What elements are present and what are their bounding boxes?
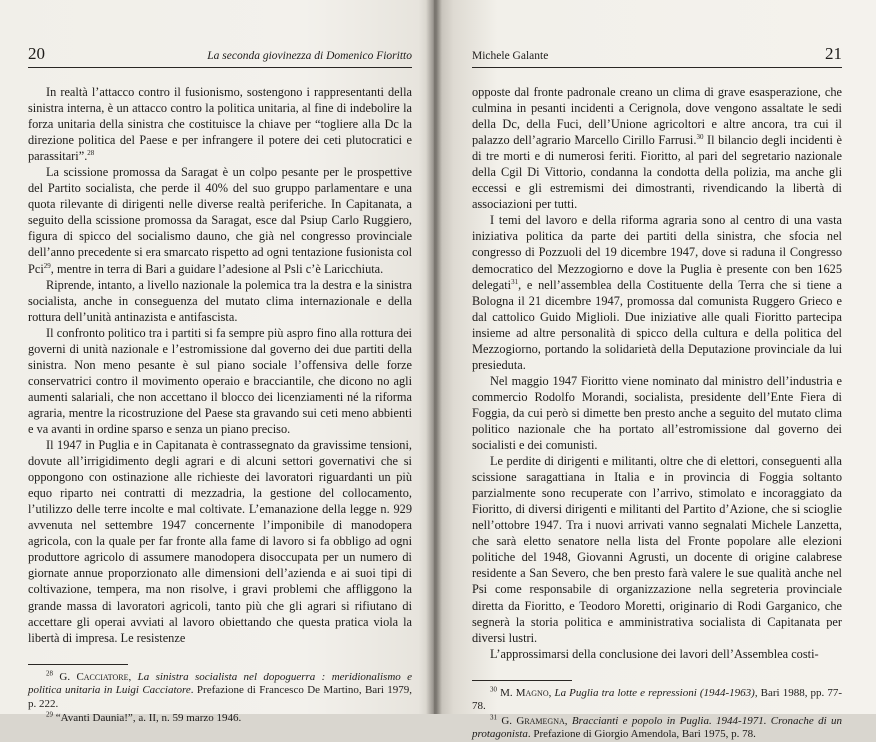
paragraph xyxy=(28,84,412,164)
footnote-number: 30 xyxy=(490,685,497,694)
footnote-text: , Bari 1988, pp. 77-78. xyxy=(472,686,843,713)
footnote-author: G. Gramegna xyxy=(501,714,565,727)
footnote-author: M. Magno xyxy=(500,686,549,699)
footnote: $^{30}$ M. Magno, La Puglia tra lotte e repressioni (1944-1963), Bari 1988, pp. 77-78. xyxy=(472,685,843,713)
paragraph: Riprende, intanto, a livello nazionale la polemica tra la destra e la sinistra socialista, anche in conseguenza del mutato clima internazionale e della rottura dell’unità antinazista e antifascista. xyxy=(28,277,412,324)
book-gutter xyxy=(426,0,442,714)
footnote-ref: 29 xyxy=(43,261,51,270)
paragraph-text: I temi del lavoro e della riforma agraria sono al centro di una vasta iniziativa politica da parte dei partiti della sinistra, che sfocia nel congresso di Pozzuoli del 19 dicembre 1947, dove si raduna il Congresso democratico del Mezzogiorno e dove la Puglia è presente con ben 1625 delegati xyxy=(472,213,842,292)
footnote-number: 28 xyxy=(46,668,53,677)
page-number: 21 xyxy=(825,44,842,63)
footnote: $^{31}$ G. Gramegna, Braccianti e popolo in Puglia. 1944-1971. Cronache di un protagonista. Prefazione di Giorgio Amendola, Bari 1975, p. 78. xyxy=(472,713,843,741)
paragraph: L’approssimarsi della conclusione dei lavori dell’Assemblea costi- xyxy=(490,646,819,661)
footnote-separator xyxy=(472,680,572,681)
footnote-separator xyxy=(28,664,128,665)
footnote-ref: 30 xyxy=(696,133,704,142)
paragraph-text: Il bilancio degli incidenti è di tre morti e di numerosi feriti. Fioritto, al pari del segretario nazionale della Cgil Di Vittorio, condanna la condotta della polizia, ma anche gli eccessi e gli estremismi dei dimostranti, rivendicando la libertà di associazioni per tutti. xyxy=(472,133,842,212)
left-page xyxy=(0,0,436,725)
page-number: 20 xyxy=(28,44,45,63)
paragraph-text: , e nell’assemblea della Costituente della Terra che si tiene a Bologna il 21 dicembre 1947, promossa dal comunista Ruggero Grieco e dal cattolico Guido Miglioli. Due iniziative alle quali Fioritto partecipa insieme ad altre personalità di spicco della cultura e della politica del Mezzogiorno, portando la solidarietà della Deputazione provinciale da lui presieduta. xyxy=(472,277,842,372)
paragraph: Il 1947 in Puglia e in Capitanata è contrassegnato da gravissime tensioni, dovute all’irrigidimento degli agrari e di alcuni settori governativi che si oppongono con ostinazione alle richieste dei lavoratori riguardanti un più equo riparto nei contratti di mezzadria, la gestione del collocamento, l’utilizzo delle terre incolte e mal coltivate. L’emanazione della legge n. 929 avvenuta nel settembre 1947 concernente l’imponibile di manodopera agricola, con la quale per far fronte alla fame di lavoro si fa obbligo ad ogni produttore agricolo di assumere manodopera disoccupata per un numero di giornate annue proporzionato alle dimensioni dell’azienda e ai suoi tipi di coltivazione, tempera, ma non risolve, i gravi problemi che affliggono la grande massa di lavoratori agricoli, tanto più che gli agrari si rifiutano di accettare gli operai avviati al lavoro obiettando che questa pratica viola la libertà di impresa. Le resistenze xyxy=(28,438,412,645)
footnote-text: . Prefazione di Giorgio Amendola, Bari 1975, p. 78. xyxy=(527,728,756,741)
footnote-title: Braccianti e popolo in Puglia. 1944-1971. Cronache di un protagonista xyxy=(472,714,843,741)
paragraph-text: , mentre in terra di Bari a guidare l’adesione al Psli c’è Laricchiuta. xyxy=(50,261,384,276)
footnote-number: 29 xyxy=(46,710,53,719)
footnote-number: 31 xyxy=(490,713,497,722)
running-title: Michele Galante xyxy=(472,50,549,62)
paragraph-text: La scissione promossa da Saragat è un colpo pesante per le prospettive del Partito socialista, che perde il 40% del suo gruppo parlamentare e una quota rilevante di dirigenti nelle diverse realtà periferiche. In Capitanata, a seguito della scissione promossa da Saragat, esce dal Psiup Carlo Ruggiero, figura di spicco del socialismo dauno, che già nel congresso provinciale dell’anno precedente si era smarcato rispetto ad ogni tentazione fusionista col Pci xyxy=(28,165,412,276)
right-page xyxy=(436,0,876,741)
paragraph: Le perdite di dirigenti e militanti, oltre che di elettori, conseguenti alla scissione saragattiana in Italia e in provincia di Foggia soltanto parzialmente sono recuperate con l’arrivo, stimolato e incoraggiato da Fioritto, di diversi dirigenti e militanti del Partito d’Azione, che si scioglie nell’ottobre 1947. Tra i nuovi arrivati vanno segnalati Michele Lanzetta, che sarà eletto senatore nella lista del Fronte popolare alle elezioni politiche del 1948, Giovanni Agrusti, un docente di origine calabrese residente a San Severo, che ben presto farà valere le sue qualità anche nel Psi come responsabile di organizzazione nella segreteria provinciale diretta da Fioritto, e Teodoro Moretti, originario di Rodi Garganico, che segnerà la storia politica e amministrativa socialista di Capitanata per diversi lustri. xyxy=(472,454,842,645)
paragraph xyxy=(472,84,842,212)
paragraph-text: In realtà l’attacco contro il fusionismo, sostengono i rappresentanti della sinistra interna, è un attacco contro la politica unitaria, al fine di indebolire la forza unitaria della sinistra che costituisce la chiave per “togliere alla Dc la direzione politica del Paese e per infrangere il potere dei ceti plutocratici e parassitari”. xyxy=(28,85,412,164)
paragraph xyxy=(472,212,842,372)
running-title: La seconda giovinezza di Domenico Fioritto xyxy=(207,50,412,62)
footnote-title: La Puglia tra lotte e repressioni (1944-1963) xyxy=(554,686,755,699)
paragraph-text: opposte dal fronte padronale creano un clima di grave esasperazione, che culmina in pesanti incidenti a Cerignola, dove vengono assaltate le sedi della Dc, della Fuci, dell’Unione agricoltori e altre ancora, tra cui il palazzo dell’agrario Marcello Cirillo Farrusi. xyxy=(472,85,842,148)
paragraph: Il confronto politico tra i partiti si fa sempre più aspro fino alla rottura dei governi di unità nazionale e l’estromissione dal governo dei due partiti della sinistra. Non meno pesante è sul piano sociale l’offensiva delle forze conservatrici contro il movimento operaio e bracciantile, che dicono no agli aumenti salariali, che non accettano il blocco dei licenziamenti né la riforma agraria, mentre la ricostruzione del Paese sta gravando sui ceti meno abbienti e va avanti in ordine sparso e senza un piano preciso. xyxy=(28,325,412,436)
left-page-header xyxy=(28,44,412,68)
footnote: $^{28}$ G. Cacciatore, La sinistra socialista nel dopoguerra : meridionalismo e politica unitaria in Luigi Cacciatore. Prefazione di Francesco De Martino, Bari 1979, p. 222. xyxy=(28,668,413,710)
footnote xyxy=(28,712,412,726)
left-page-body xyxy=(28,84,412,646)
footnote-text: “Avanti Daunia!”, a. II, n. 59 marzo 1946. xyxy=(55,712,242,725)
right-footnotes xyxy=(472,687,842,742)
right-page-header xyxy=(472,44,842,68)
paragraph xyxy=(28,164,412,276)
footnote-author: G. Cacciatore xyxy=(59,670,129,683)
right-page-body xyxy=(472,84,842,662)
footnote-ref: 31 xyxy=(511,277,519,286)
footnote-title: La sinistra socialista nel dopoguerra : meridionalismo e politica unitaria in Luigi Cacciatore xyxy=(28,670,413,697)
footnote-ref: 28 xyxy=(87,149,95,158)
footnote-text: . Prefazione di Francesco De Martino, Bari 1979, p. 222. xyxy=(28,684,413,710)
paragraph: Nel maggio 1947 Fioritto viene nominato dal ministro dell’industria e commercio Rodolfo Morandi, socialista, presidente dell’Ente Fiera di Foggia, da cui però si dimette ben presto anche a seguito del mutato clima politico nazionale che ha portato all’estromissione dal governo dei socialisti e dei comunisti. xyxy=(472,373,842,453)
left-footnotes xyxy=(28,668,413,726)
